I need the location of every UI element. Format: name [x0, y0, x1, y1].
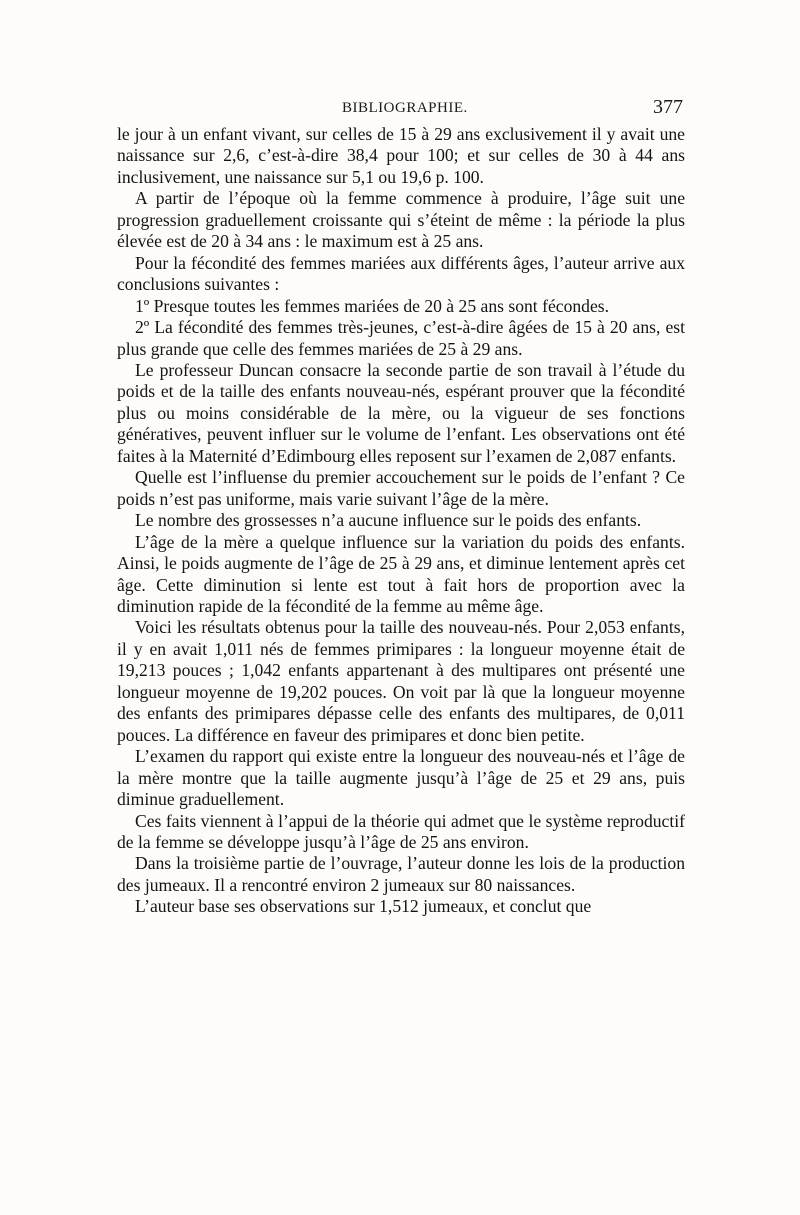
paragraph: Dans la troisième partie de l’ouvrage, l’auteur donne les lois de la production des jumeaux. Il a rencontré environ 2 jumeaux sur 80 naissances. [117, 853, 685, 895]
paragraph: A partir de l’époque où la femme commence à produire, l’âge suit une progression graduellement croissante qui s’éteint de même : la période la plus élevée est de 20 à 34 ans : le maximum est à 25 ans. [117, 188, 685, 252]
paragraph: le jour à un enfant vivant, sur celles de 15 à 29 ans exclusivement il y avait une naissance sur 2,6, c’est-à-dire 38,4 pour 100; et sur celles de 30 à 44 ans inclusivement, une naissance sur 5,1 ou 19,6 p. 100. [117, 124, 685, 187]
paragraph: L’auteur base ses observations sur 1,512 jumeaux, et conclut que [135, 896, 592, 917]
running-title: BIBLIOGRAPHIE. [342, 100, 468, 116]
paragraph: Le professeur Duncan consacre la seconde partie de son travail à l’étude du poids et de la taille des enfants nouveau-nés, espérant prouver que la fécondité plus ou moins considérable de la mère, ou la vigueur de ses fonctions génératives, peuvent influer sur le volume de l’enfant. Les observations ont été faites à la Maternité d’Edimbourg elles reposent sur l’examen de 2,087 enfants. [117, 359, 685, 466]
list-item: 2º La fécondité des femmes très-jeunes, c’est-à-dire âgées de 15 à 20 ans, est plus grande que celle des femmes mariées de 25 à 29 ans. [117, 317, 685, 359]
list-item: 1º Presque toutes les femmes mariées de 20 à 25 ans sont fécondes. [135, 295, 610, 316]
paragraph: Pour la fécondité des femmes mariées aux différents âges, l’auteur arrive aux conclusions suivantes : [117, 252, 685, 295]
paragraph: Quelle est l’influense du premier accouchement sur le poids de l’enfant ? Ce poids n’est pas uniforme, mais varie suivant l’âge de la mère. [117, 467, 685, 509]
paragraph: L’examen du rapport qui existe entre la longueur des nouveau-nés et l’âge de la mère montre que la taille augmente jusqu’à l’âge de 25 et 29 ans, puis diminue graduellement. [117, 746, 685, 810]
paragraph: Voici les résultats obtenus pour la taille des nouveau-nés. Pour 2,053 enfants, il y en avait 1,011 nés de femmes primipares : la longueur moyenne était de 19,213 pouces ; 1,042 enfants appartenant à des multipares ont présenté une longueur moyenne de 19,202 pouces. On voit par là que la longueur moyenne des enfants des primipares dépasse celle des enfants des multipares, de 0,011 pouces. La différence en faveur des primipares et donc bien petite. [117, 617, 685, 745]
paragraph: L’âge de la mère a quelque influence sur la variation du poids des enfants. Ainsi, le poids augmente de l’âge de 25 à 29 ans, et diminue lentement après cet âge. Cette diminution si lente est tout à fait hors de proportion avec la diminution rapide de la fécondité de la femme au même âge. [117, 531, 685, 616]
paragraph: Le nombre des grossesses n’a aucune influence sur le poids des enfants. [135, 510, 642, 531]
page-number: 377 [653, 96, 683, 118]
paragraph: Ces faits viennent à l’appui de la théorie qui admet que le système reproductif de la femme se développe jusqu’à l’âge de 25 ans environ. [117, 810, 685, 852]
body-text [117, 124, 685, 918]
running-head [118, 96, 683, 120]
